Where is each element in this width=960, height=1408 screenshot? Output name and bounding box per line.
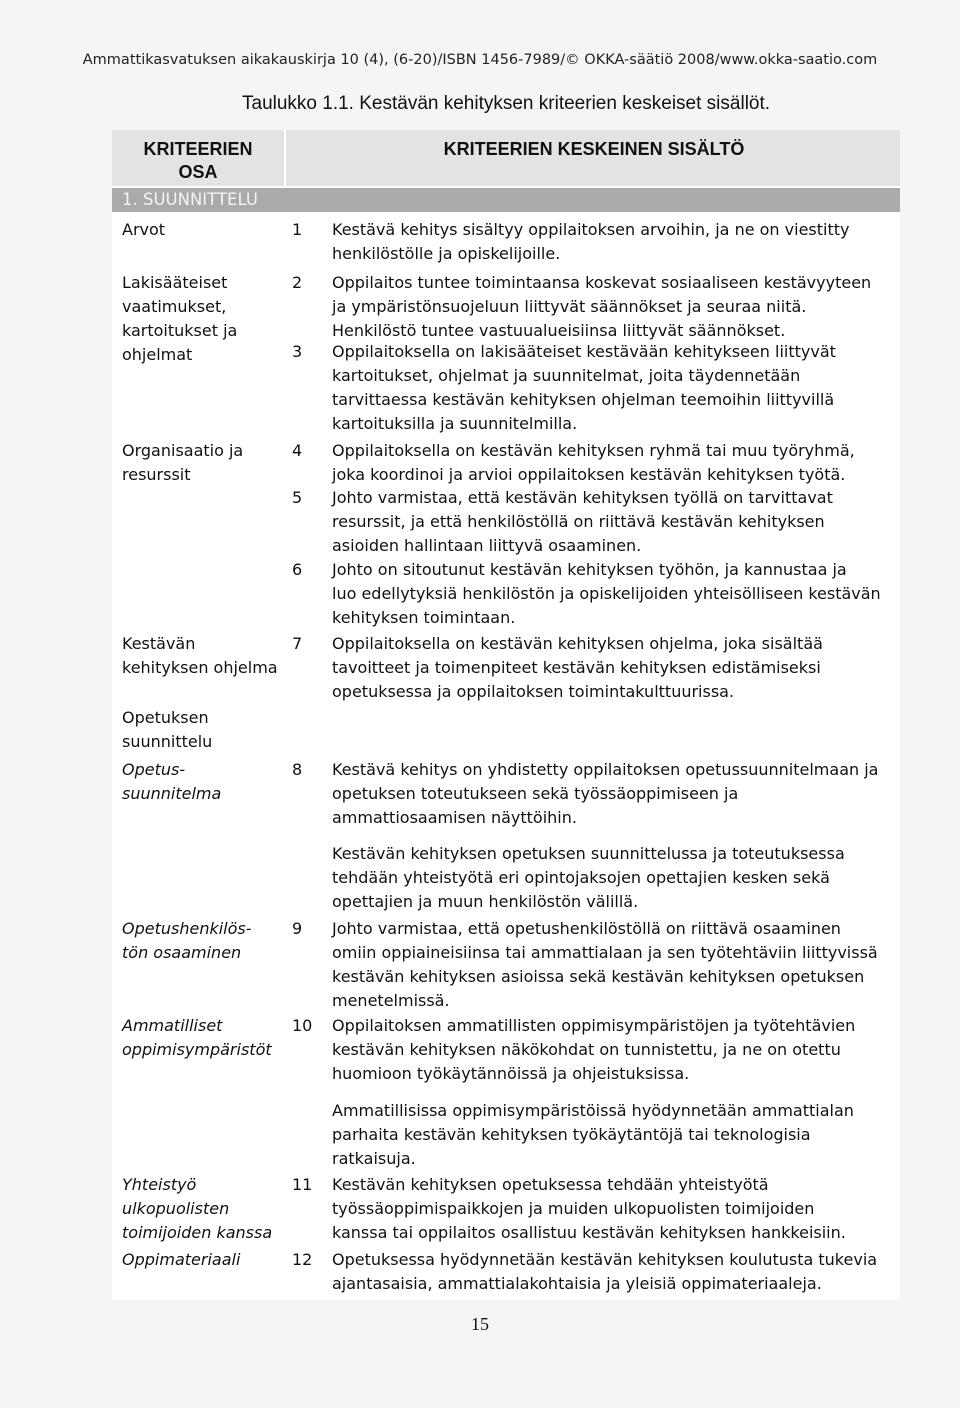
- criterion-line: Kestävä kehitys sisältyy oppilaitoksen arvoihin, ja ne on viestitty: [332, 220, 850, 239]
- criterion-line: kestävän kehityksen näkökohdat on tunnistettu, ja ne on otettu: [332, 1040, 841, 1059]
- criterion-line: tarvittaessa kestävän kehityksen ohjelman teemoihin liittyvillä: [332, 390, 835, 409]
- column-header-line: OSA: [178, 162, 218, 182]
- criterion-line: Johto varmistaa, että kestävän kehityksen työllä on tarvittavat: [332, 488, 833, 507]
- criterion-line: tavoitteet ja toimenpiteet kestävän kehityksen edistämiseksi: [332, 658, 821, 677]
- label-opetussuunnitelma: [122, 758, 292, 806]
- section-row-planning: 1. SUUNNITTELU: [112, 188, 900, 212]
- criterion-number: 11: [292, 1175, 313, 1194]
- criterion-line: Henkilöstö tuntee vastuualueisiinsa liittyvät säännökset.: [332, 321, 786, 340]
- criteria-table: [112, 130, 900, 1300]
- label-lakisaateiset: [122, 271, 292, 367]
- label-yhteistyo: [122, 1173, 292, 1245]
- criterion-line: kehityksen toimintaan.: [332, 608, 516, 627]
- criterion-line: Oppilaitoksen ammatillisten oppimisympäristöjen ja työtehtävien: [332, 1016, 856, 1035]
- criterion-number: 9: [292, 919, 303, 938]
- label-line: tön osaaminen: [122, 943, 242, 962]
- label-line: Ammatilliset: [122, 1016, 223, 1035]
- label-line: toimijoiden kanssa: [122, 1223, 273, 1242]
- criterion-line: opetuksessa ja oppilaitoksen toimintakulttuurissa.: [332, 682, 735, 701]
- criterion-number: 8: [292, 760, 303, 779]
- criterion-line: menetelmissä.: [332, 991, 450, 1010]
- criterion-line: Oppilaitoksella on kestävän kehityksen ryhmä tai muu työryhmä,: [332, 441, 855, 460]
- criterion-text: [332, 1248, 892, 1296]
- criterion-line: Oppilaitoksella on kestävän kehityksen ohjelma, joka sisältää: [332, 634, 823, 653]
- criterion-number: 10: [292, 1016, 313, 1035]
- criterion-text: [332, 218, 892, 266]
- label-line: Organisaatio ja: [122, 441, 244, 460]
- criterion-line: ammattiosaamisen näyttöihin.: [332, 808, 577, 827]
- criterion-line: kestävän kehityksen asioissa sekä kestävän kehityksen opetuksen: [332, 967, 865, 986]
- criterion-line: omiin oppiaineisiinsa tai ammattialaan ja sen työtehtäviin liittyvissä: [332, 943, 878, 962]
- criterion-line: tehdään yhteistyötä eri opintojaksojen opettajien kesken sekä: [332, 868, 830, 887]
- criterion-line: huomioon työkäytännöissä ja ohjeistuksissa.: [332, 1064, 690, 1083]
- criterion-number: 7: [292, 634, 303, 653]
- criterion-line: Johto on sitoutunut kestävän kehityksen työhön, ja kannustaa ja: [332, 560, 847, 579]
- criterion-line: ja ympäristönsuojeluun liittyvät säännökset ja seuraa niitä.: [332, 297, 807, 316]
- criterion-number: 5: [292, 488, 303, 507]
- label-line: Yhteistyö: [122, 1175, 197, 1194]
- label-arvot: Arvot: [122, 220, 166, 239]
- criterion-line: joka koordinoi ja arvioi oppilaitoksen kestävän kehityksen työtä.: [332, 465, 846, 484]
- criterion-line: luo edellytyksiä henkilöstön ja opiskelijoiden yhteisölliseen kestävän: [332, 584, 881, 603]
- criterion-number: 6: [292, 560, 303, 579]
- label-opetuksen-suunnittelu: [122, 706, 292, 754]
- label-line: Opetuksen: [122, 708, 209, 727]
- criterion-line: kartoituksilla ja suunnitelmilla.: [332, 414, 578, 433]
- criterion-text: [332, 1099, 892, 1171]
- criterion-line: henkilöstölle ja opiskelijoille.: [332, 244, 561, 263]
- column-header-content: KRITEERIEN KESKEINEN SISÄLTÖ: [288, 130, 900, 186]
- column-header-criteria-part: [112, 130, 286, 186]
- criterion-text: [332, 439, 892, 487]
- criterion-line: Oppilaitos tuntee toimintaansa koskevat sosiaaliseen kestävyyteen: [332, 273, 872, 292]
- criterion-line: Oppilaitoksella on lakisääteiset kestävään kehitykseen liittyvät: [332, 342, 836, 361]
- criterion-line: Kestävän kehityksen opetuksen suunnittelussa ja toteutuksessa: [332, 844, 845, 863]
- label-oppimateriaali: Oppimateriaali: [122, 1250, 241, 1269]
- criterion-text: [332, 758, 892, 830]
- label-line: kehityksen ohjelma: [122, 658, 278, 677]
- criterion-text: [332, 340, 892, 436]
- label-line: Kestävän: [122, 634, 196, 653]
- criterion-text: [332, 486, 892, 558]
- label-ohjelma: [122, 632, 292, 680]
- criterion-text: [332, 632, 892, 704]
- label-line: Opetushenkilös-: [122, 919, 252, 938]
- criterion-text: [332, 917, 892, 1013]
- label-line: ohjelmat: [122, 345, 193, 364]
- label-line: ulkopuolisten: [122, 1199, 230, 1218]
- criterion-number: 4: [292, 441, 303, 460]
- criterion-line: parhaita kestävän kehityksen työkäytäntöjä tai teknologisia: [332, 1125, 811, 1144]
- criterion-line: työssäoppimispaikkojen ja muiden ulkopuolisten toimijoiden: [332, 1199, 815, 1218]
- criterion-line: ajantasaisia, ammattialakohtaisia ja yleisiä oppimateriaaleja.: [332, 1274, 822, 1293]
- label-ammatilliset: [122, 1014, 292, 1062]
- criterion-line: opetuksen toteutukseen sekä työssäoppimiseen ja: [332, 784, 739, 803]
- criterion-line: resurssit, ja että henkilöstöllä on riittävä kestävän kehityksen: [332, 512, 825, 531]
- criterion-text: [332, 271, 892, 343]
- label-line: vaatimukset,: [122, 297, 227, 316]
- criterion-line: Ammatillisissa oppimisympäristöissä hyödynnetään ammattialan: [332, 1101, 854, 1120]
- criterion-line: asioiden hallintaan liittyvä osaaminen.: [332, 536, 642, 555]
- criterion-number: 1: [292, 220, 303, 239]
- label-line: suunnitelma: [122, 784, 222, 803]
- criterion-line: Kestävä kehitys on yhdistetty oppilaitoksen opetussuunnitelmaan ja: [332, 760, 879, 779]
- criterion-line: Johto varmistaa, että opetushenkilöstöllä on riittävä osaaminen: [332, 919, 841, 938]
- label-line: Lakisääteiset: [122, 273, 228, 292]
- criterion-line: Opetuksessa hyödynnetään kestävän kehityksen koulutusta tukevia: [332, 1250, 878, 1269]
- column-header-line: KRITEERIEN: [143, 139, 253, 159]
- journal-header: Ammattikasvatuksen aikakauskirja 10 (4), (6-20)/ISBN 1456-7989/© OKKA-säätiö 2008/www.okka-saatio.com: [82, 52, 878, 68]
- label-organisaatio: [122, 439, 292, 487]
- criterion-number: 3: [292, 342, 303, 361]
- label-line: Opetus-: [122, 760, 186, 779]
- table-caption: Taulukko 1.1. Kestävän kehityksen kriteerien keskeiset sisällöt.: [242, 93, 771, 114]
- label-line: resurssit: [122, 465, 191, 484]
- criterion-number: 2: [292, 273, 303, 292]
- criterion-line: opettajien ja muun henkilöstön välillä.: [332, 892, 639, 911]
- criterion-text: [332, 558, 892, 630]
- criterion-text: [332, 842, 892, 914]
- criterion-line: kartoitukset, ohjelmat ja suunnitelmat, joita täydennetään: [332, 366, 801, 385]
- criterion-line: Kestävän kehityksen opetuksessa tehdään yhteistyötä: [332, 1175, 769, 1194]
- criterion-text: [332, 1014, 892, 1086]
- page-number: 15: [471, 1314, 489, 1334]
- label-opetushenkilosto: [122, 917, 292, 965]
- label-line: kartoitukset ja: [122, 321, 238, 340]
- criterion-text: [332, 1173, 892, 1245]
- label-line: suunnittelu: [122, 732, 213, 751]
- label-line: oppimisympäristöt: [122, 1040, 272, 1059]
- criterion-line: kanssa tai oppilaitos osallistuu kestävän kehityksen hankkeisiin.: [332, 1223, 846, 1242]
- criterion-line: ratkaisuja.: [332, 1149, 416, 1168]
- criterion-number: 12: [292, 1250, 313, 1269]
